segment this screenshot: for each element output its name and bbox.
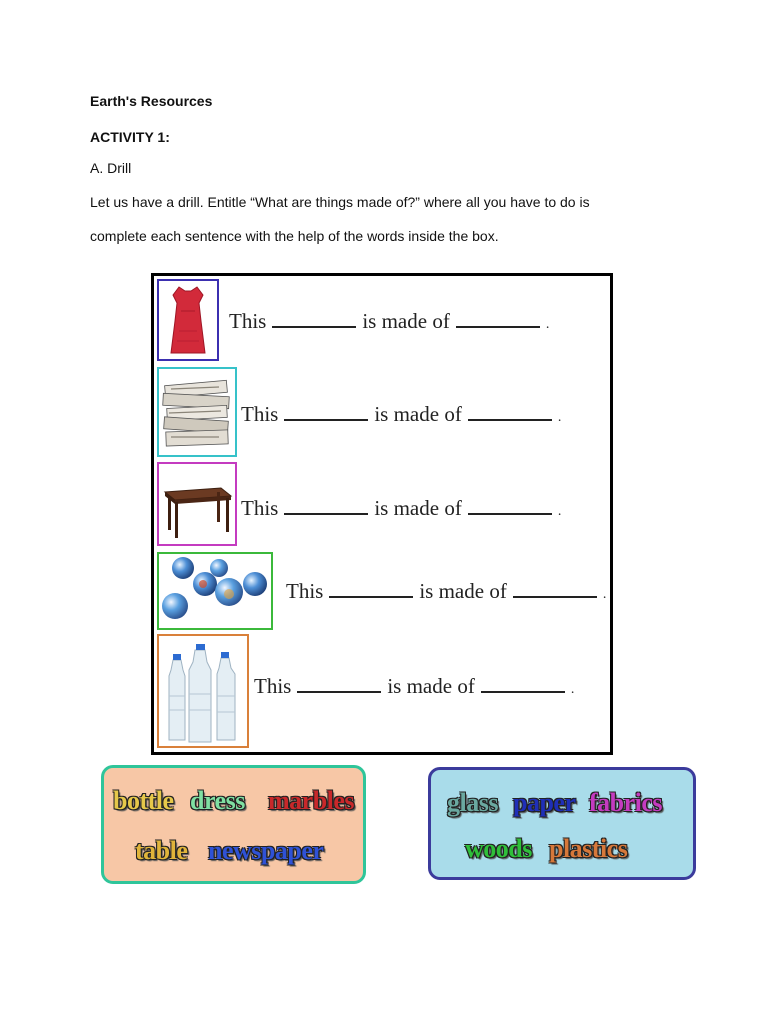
table-picture-frame: [157, 462, 237, 546]
sentence-row-4: This is made of .: [286, 579, 607, 603]
sentence-row-1: This is made of .: [229, 309, 550, 333]
section-label: A. Drill: [90, 160, 132, 176]
word-woods: woods: [465, 834, 532, 863]
blank-material-3[interactable]: [468, 498, 552, 515]
instruction-line-2: complete each sentence with the help of the words inside the box.: [90, 228, 499, 244]
activity-heading: ACTIVITY 1:: [90, 129, 170, 145]
word-plastics: plastics: [549, 834, 628, 863]
marbles-icon: [159, 554, 271, 628]
word-glass: glass: [447, 788, 498, 817]
marbles-picture-frame: [157, 552, 273, 630]
word-paper: paper: [513, 788, 576, 817]
blank-item-4[interactable]: [329, 581, 413, 598]
blank-item-2[interactable]: [284, 404, 368, 421]
blank-material-4[interactable]: [513, 581, 597, 598]
newspaper-icon: [159, 369, 235, 455]
word-marbles: marbles: [268, 786, 355, 815]
word-box-items: [101, 765, 366, 884]
word-bottle: bottle: [113, 786, 174, 815]
blank-material-2[interactable]: [468, 404, 552, 421]
word-table: table: [135, 836, 188, 865]
word-dress: dress: [190, 786, 245, 815]
worksheet-frame: [151, 273, 613, 755]
word-box-materials: [428, 767, 696, 880]
newspaper-picture-frame: [157, 367, 237, 457]
blank-item-1[interactable]: [272, 311, 356, 328]
blank-material-1[interactable]: [456, 311, 540, 328]
word-fabrics: fabrics: [589, 788, 663, 817]
blank-item-3[interactable]: [284, 498, 368, 515]
table-icon: [159, 464, 235, 544]
bottles-icon: [159, 636, 247, 746]
blank-item-5[interactable]: [297, 676, 381, 693]
sentence-row-3: This is made of .: [241, 496, 562, 520]
dress-picture-frame: [157, 279, 219, 361]
sentence-row-2: This is made of .: [241, 402, 562, 426]
blank-material-5[interactable]: [481, 676, 565, 693]
sentence-row-5: This is made of .: [254, 674, 575, 698]
document-title: Earth's Resources: [90, 93, 213, 109]
word-newspaper: newspaper: [208, 836, 324, 865]
instruction-line-1: Let us have a drill. Entitle “What are things made of?” where all you have to do is: [90, 194, 590, 210]
dress-icon: [159, 281, 217, 359]
bottles-picture-frame: [157, 634, 249, 748]
